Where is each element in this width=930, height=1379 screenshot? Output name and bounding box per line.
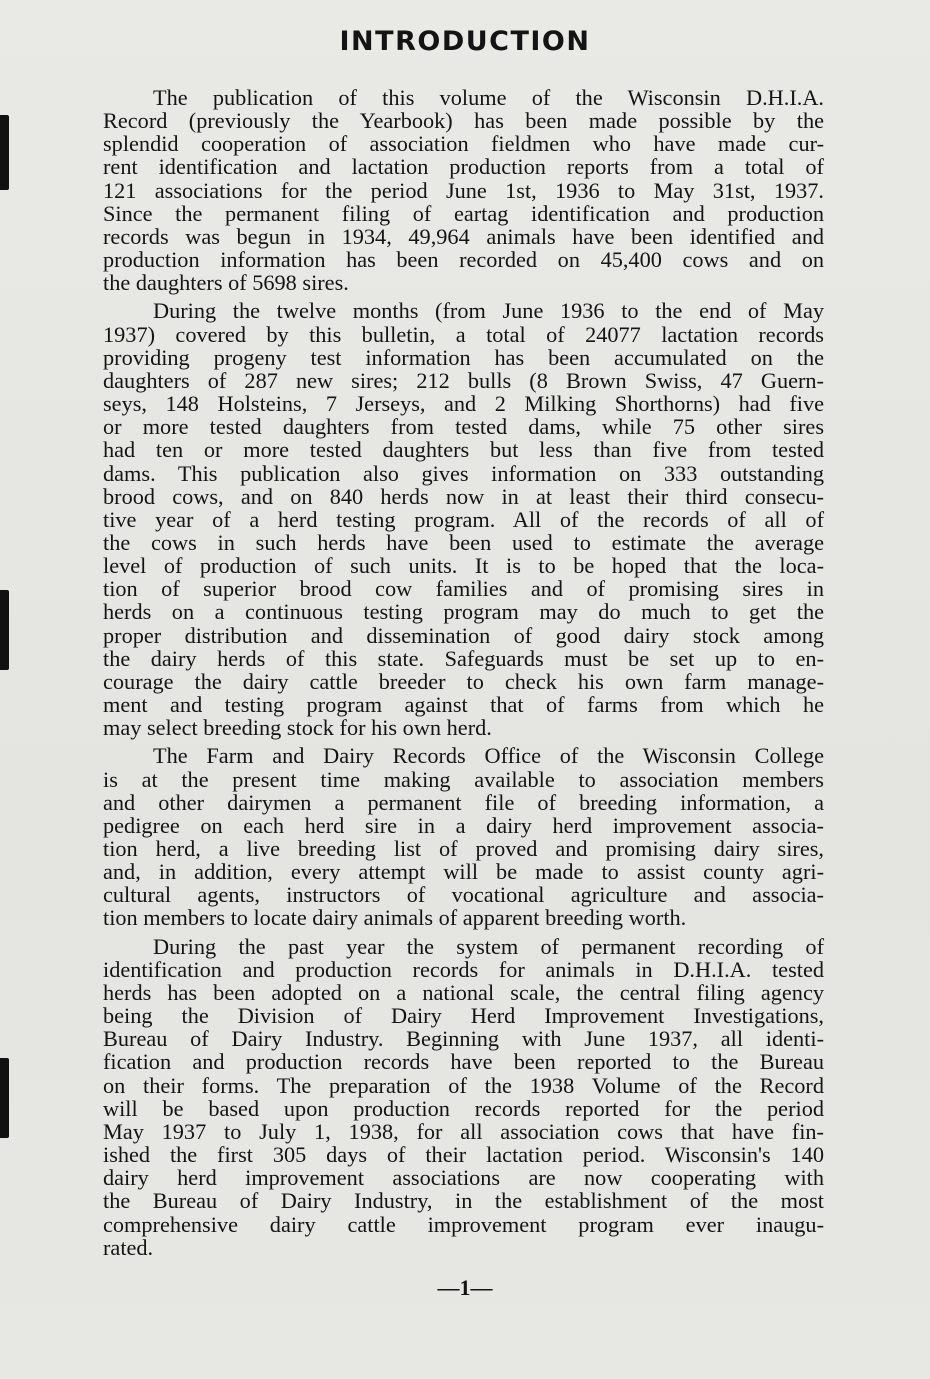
text-line: proper distribution and dissemination of good dairy stock among: [103, 622, 824, 648]
text-line: dairy herd improvement associations are now cooperating with: [103, 1165, 824, 1191]
text-line: herds on a continuous testing program may do much to get the: [103, 599, 824, 625]
binding-mark: [0, 1058, 9, 1138]
text-line: comprehensive dairy cattle improvement program ever inaugu-: [103, 1211, 824, 1237]
text-line: Bureau of Dairy Industry. Beginning with June 1937, all identi-: [103, 1026, 824, 1052]
text-line: cultural agents, instructors of vocational agriculture and associa-: [103, 882, 824, 908]
text-line: the daughters of 5698 sires.: [103, 270, 349, 296]
text-line: on their forms. The preparation of the 1938 Volume of the Record: [103, 1072, 824, 1098]
text-line: tion of superior brood cow families and of promising sires in: [103, 576, 824, 602]
text-line: ished the first 305 days of their lactation period. Wisconsin's 140: [103, 1142, 824, 1168]
text-line: The Farm and Dairy Records Office of the Wisconsin College: [153, 743, 824, 769]
text-line: or more tested daughters from tested dams, while 75 other sires: [103, 414, 824, 440]
text-line: 121 associations for the period June 1st, 1936 to May 31st, 1937.: [103, 177, 824, 203]
text-line: tive year of a herd testing program. All of the records of all of: [103, 506, 824, 532]
text-line: May 1937 to July 1, 1938, for all association cows that have fin-: [103, 1118, 824, 1144]
paragraph: [103, 86, 824, 294]
text-line: ment and testing program against that of farms from which he: [103, 692, 824, 718]
text-line: and other dairymen a permanent file of breeding information, a: [103, 789, 824, 815]
text-line: daughters of 287 new sires; 212 bulls (8 Brown Swiss, 47 Guern-: [103, 367, 824, 393]
text-line: rent identification and lactation production reports from a total of: [103, 154, 824, 180]
text-line: splendid cooperation of association fieldmen who have made cur-: [103, 131, 824, 157]
text-line: the cows in such herds have been used to estimate the average: [103, 529, 824, 555]
text-line: During the past year the system of permanent recording of: [153, 933, 824, 959]
paragraph: [103, 935, 824, 1259]
text-line: had ten or more tested daughters but less than five from tested: [103, 437, 824, 463]
text-line: the dairy herds of this state. Safeguards must be set up to en-: [103, 645, 824, 671]
text-line: rated.: [103, 1234, 154, 1260]
text-line: will be based upon production records reported for the period: [103, 1095, 824, 1121]
page-title: INTRODUCTION: [339, 26, 591, 57]
text-line: tion members to locate dairy animals of apparent breeding worth.: [103, 905, 687, 931]
text-line: tion herd, a live breeding list of proved and promising dairy sires,: [103, 836, 824, 861]
text-line: may select breeding stock for his own herd.: [103, 715, 492, 741]
text-line: 1937) covered by this bulletin, a total of 24077 lactation records: [103, 321, 824, 347]
text-line: production information has been recorded on 45,400 cows and on: [103, 247, 824, 273]
text-line: herds has been adopted on a national scale, the central filing agency: [103, 979, 824, 1005]
text-line: brood cows, and on 840 herds now in at least their third consecu-: [103, 483, 824, 509]
text-line: pedigree on each herd sire in a dairy herd improvement associa-: [103, 812, 824, 838]
binding-mark: [0, 115, 9, 190]
text-line: records was begun in 1934, 49,964 animals have been identified and: [103, 223, 824, 249]
paragraph: [103, 299, 824, 739]
page-number: —1—: [437, 1275, 493, 1300]
text-line: is at the present time making available to association members: [103, 766, 824, 792]
text-line: Record (previously the Yearbook) has been made possible by the: [103, 108, 824, 134]
text-line: fication and production records have been reported to the Bureau: [103, 1049, 824, 1075]
text-line: courage the dairy cattle breeder to check his own farm manage-: [103, 668, 824, 694]
text-line: and, in addition, every attempt will be made to assist county agri-: [103, 859, 824, 885]
text-line: level of production of such units. It is to be hoped that the loca-: [103, 553, 824, 579]
paragraph: [103, 744, 824, 929]
text-line: The publication of this volume of the Wisconsin D.H.I.A.: [153, 85, 824, 110]
text-line: providing progeny test information has been accumulated on the: [103, 344, 824, 370]
text-line: identification and production records for animals in D.H.I.A. tested: [103, 956, 824, 982]
text-line: being the Division of Dairy Herd Improvement Investigations,: [103, 1003, 824, 1029]
text-line: During the twelve months (from June 1936 to the end of May: [153, 298, 824, 324]
text-line: the Bureau of Dairy Industry, in the establishment of the most: [103, 1188, 824, 1214]
binding-mark: [0, 590, 9, 670]
text-line: seys, 148 Holsteins, 7 Jerseys, and 2 Milking Shorthorns) had five: [103, 391, 824, 417]
text-line: dams. This publication also gives information on 333 outstanding: [103, 460, 824, 486]
body-text: [103, 86, 824, 1264]
text-line: Since the permanent filing of eartag identification and production: [103, 200, 824, 226]
